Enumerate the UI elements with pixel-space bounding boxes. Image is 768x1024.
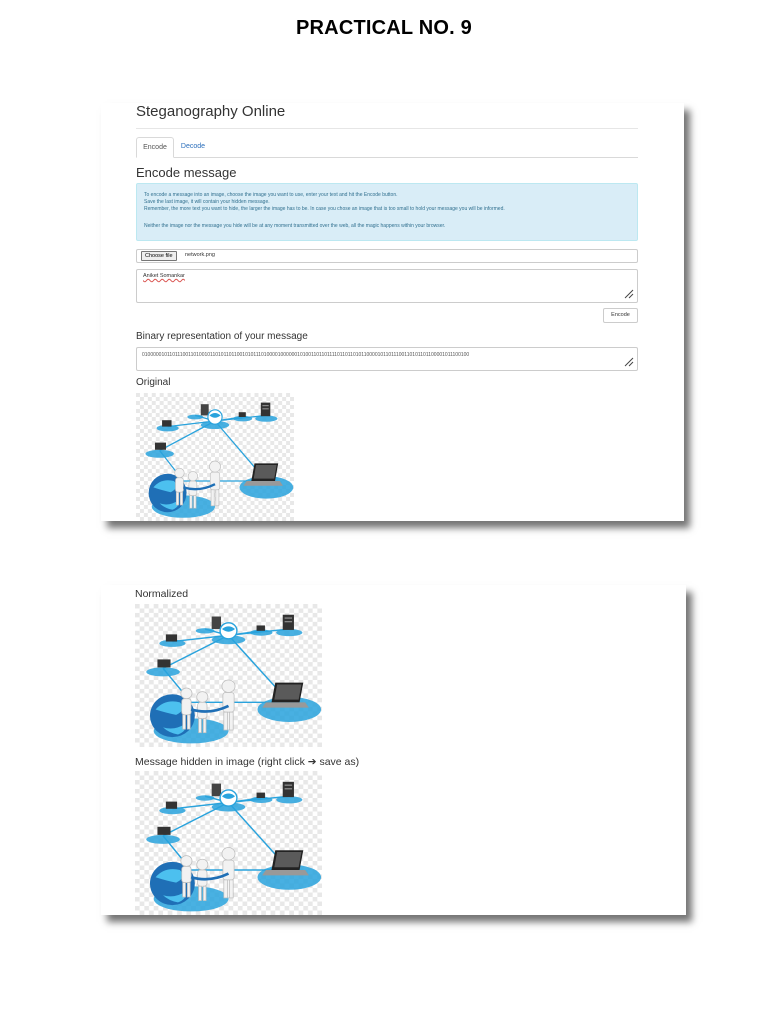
app-title: Steganography Online [136, 103, 286, 120]
original-label: Original [136, 377, 171, 388]
network-illustration [135, 604, 322, 747]
info-line: Remember, the more text you want to hide, the larger the image has to be. In case you chose an image that is too small to hold your message you will be informed. [144, 206, 505, 212]
network-illustration [136, 393, 294, 521]
original-image [136, 393, 294, 521]
choose-file-button[interactable]: Choose file [141, 251, 177, 261]
info-line: Neither the image nor the message you hide will be at any moment transmitted over the web, all the magic happens within your browser. [144, 223, 446, 229]
encode-button[interactable]: Encode [603, 308, 638, 323]
file-input[interactable] [136, 249, 638, 263]
message-textarea[interactable] [136, 269, 638, 303]
title-divider [136, 128, 638, 129]
selected-file-name: network.png [185, 252, 215, 258]
binary-heading: Binary representation of your message [136, 331, 308, 342]
screenshot-results [101, 585, 686, 915]
binary-text: 0100000101101110011010010110101101100101011101000010000001010011011011110110110101100001011011100110101101100001011100100 [142, 352, 470, 358]
binary-output-textarea[interactable] [136, 347, 638, 371]
screenshot-encode-page [101, 103, 684, 521]
hidden-message-label: Message hidden in image (right click ➔ save as) [135, 756, 360, 768]
normalized-label: Normalized [135, 588, 189, 600]
info-line: To encode a message into an image, choose the image you want to use, enter your text and hit the Encode button. [144, 192, 398, 198]
encode-heading: Encode message [136, 165, 237, 180]
info-alert [136, 183, 638, 241]
tab-encode[interactable]: Encode [136, 137, 174, 158]
resize-grip-icon[interactable] [624, 289, 634, 299]
network-illustration [135, 771, 322, 915]
document-title: PRACTICAL NO. 9 [296, 17, 472, 39]
tab-bar [136, 137, 638, 158]
message-text: Aniket Somankar [143, 273, 185, 279]
tab-decode[interactable]: Decode [180, 143, 206, 150]
normalized-image [135, 604, 322, 747]
hidden-message-image[interactable] [135, 771, 322, 915]
resize-grip-icon[interactable] [624, 357, 634, 367]
info-line: Save the last image, it will contain your hidden message. [144, 199, 270, 205]
